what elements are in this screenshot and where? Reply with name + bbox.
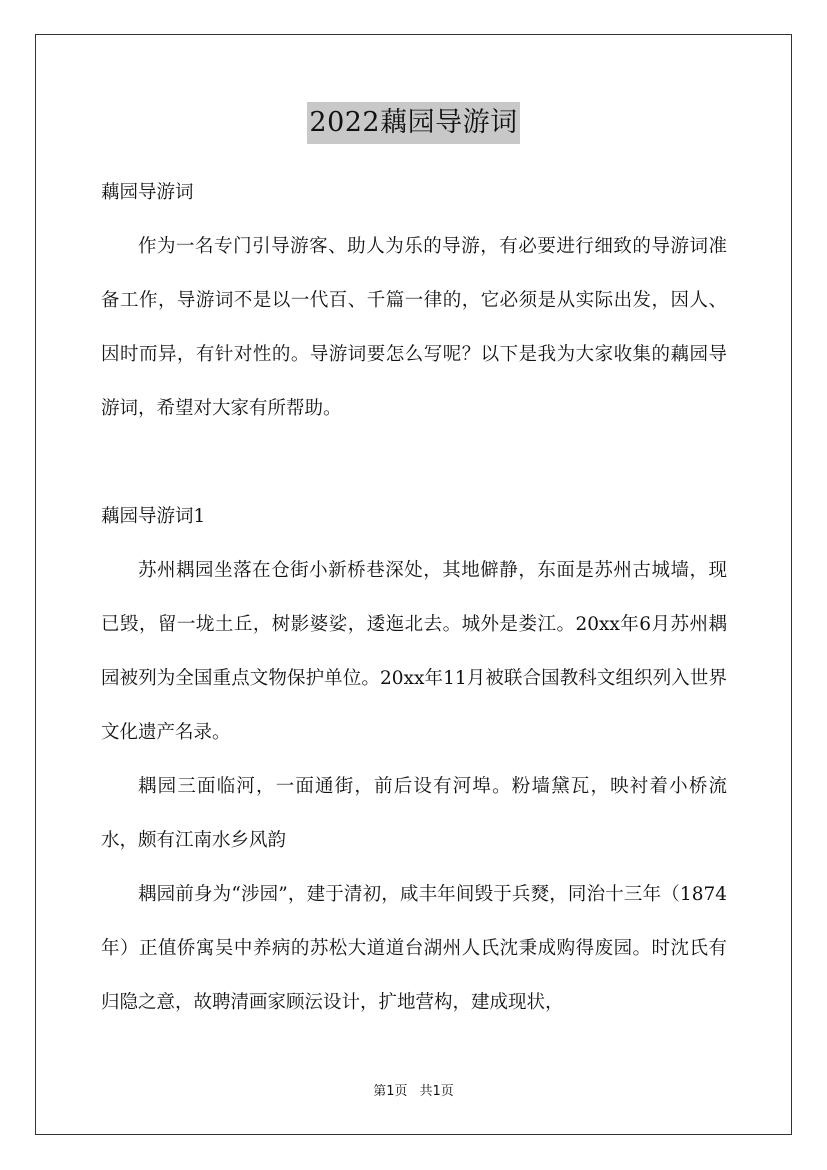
body-paragraph-3: 耦园前身为“涉园”，建于清初，咸丰年间毁于兵燹，同治十三年（1874年）正值侨寓吴中养病的苏松大道道台湖州人氏沈秉成购得废园。时沈氏有归隐之意，故聘清画家顾沄设计，扩地营构，建成现状， (101, 884, 727, 1013)
page-number: 第1页 (373, 1084, 408, 1099)
body-paragraph-2: 耦园三面临河，一面通街，前后设有河埠。粉墙黛瓦，映衬着小桥流水，颇有江南水乡风韵 (101, 776, 727, 851)
section-heading-main: 藕园导游词 (101, 182, 194, 203)
body-paragraph-1: 苏州耦园坐落在仓街小新桥巷深处，其地僻静，东面是苏州古城墙，现已毁，留一垅土丘，树影婆娑，逶迤北去。城外是娄江。20xx年6月苏州耦园被列为全国重点文物保护单位。20xx年11月被联合国教科文组织列入世界文化遗产名录。 (101, 560, 727, 743)
section-heading-1: 藕园导游词1 (101, 506, 206, 527)
page-total: 共1页 (419, 1084, 454, 1099)
document-title: 2022藕园导游词 (307, 102, 519, 144)
page-footer (0, 1082, 827, 1102)
document-body (101, 166, 727, 1030)
title-container (0, 102, 827, 144)
blank-line (101, 436, 727, 490)
intro-paragraph: 作为一名专门引导游客、助人为乐的导游，有必要进行细致的导游词准备工作，导游词不是以一代百、千篇一律的，它必须是从实际出发，因人、因时而异，有针对性的。导游词要怎么写呢？以下是我为大家收集的藕园导游词，希望对大家有所帮助。 (101, 236, 727, 419)
